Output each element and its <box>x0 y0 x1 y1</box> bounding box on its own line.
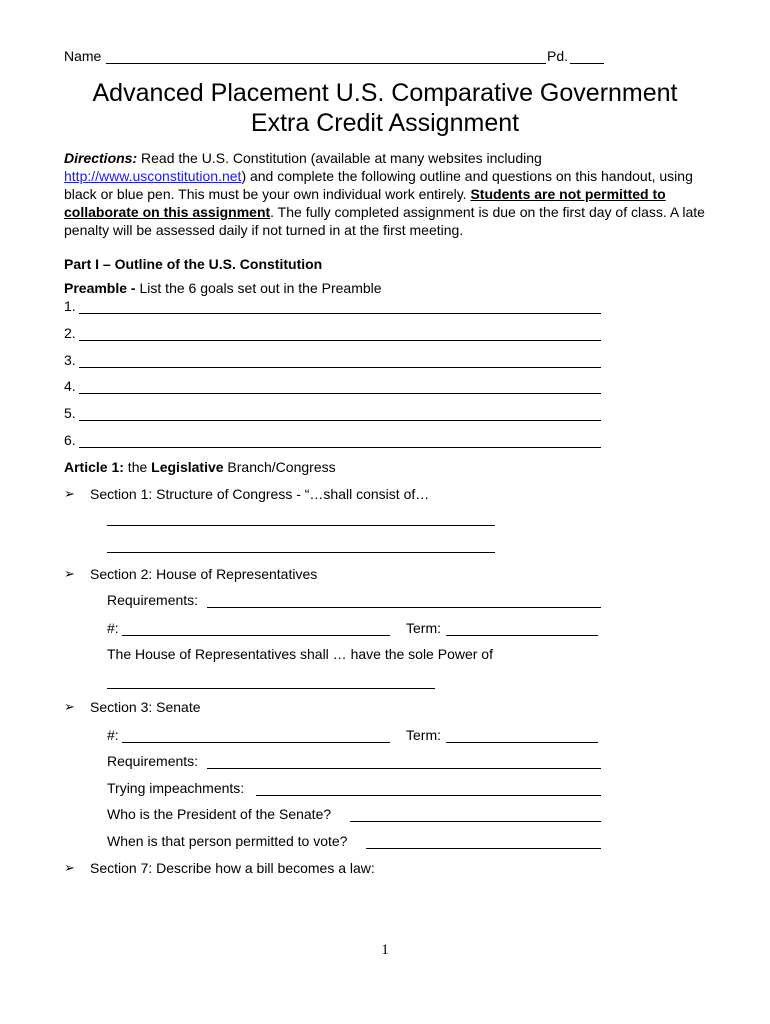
section2-requirements-label: Requirements: <box>107 592 199 608</box>
section3-heading: Section 3: Senate <box>90 699 201 715</box>
section3-number-label: #: <box>107 727 119 743</box>
section2-heading: Section 2: House of Representatives <box>90 566 318 582</box>
article1-heading <box>64 459 336 475</box>
article1-label: Article 1: <box>64 459 124 475</box>
page-subtitle: Extra Credit Assignment <box>250 109 520 137</box>
section3-impeachments-blank[interactable] <box>256 795 601 796</box>
period-blank[interactable] <box>570 63 604 64</box>
section2-number-blank[interactable] <box>122 635 390 636</box>
preamble-goal-blank[interactable] <box>79 340 601 341</box>
bullet-arrow-icon: ➢ <box>64 699 75 714</box>
name-label: Name <box>64 48 102 64</box>
preamble-goal-blank[interactable] <box>79 420 601 421</box>
article1-the: the <box>123 459 152 475</box>
preamble-item-number: 4. <box>64 378 76 394</box>
directions-text-1: Read the U.S. Constitution (available at many websites including <box>137 150 542 166</box>
section3-vote-label: When is that person permitted to vote? <box>107 833 348 849</box>
bullet-arrow-icon: ➢ <box>64 566 75 581</box>
section3-term-label: Term: <box>406 727 441 743</box>
section1-prompt: Section 1: Structure of Congress - “…shall consist of… <box>90 486 430 502</box>
section2-term-label: Term: <box>406 620 441 636</box>
name-blank[interactable] <box>106 63 546 64</box>
preamble-item-number: 5. <box>64 405 76 421</box>
bullet-arrow-icon: ➢ <box>64 860 75 875</box>
section3-term-blank[interactable] <box>446 742 598 743</box>
preamble-item-number: 1. <box>64 298 76 314</box>
preamble-goal-blank[interactable] <box>79 447 601 448</box>
section2-power-blank[interactable] <box>107 688 435 689</box>
directions-text-2: ) and complete the following outline and questions on this handout, using black or blue pen. This must be your own individual work entirely. <box>64 168 693 202</box>
preamble-dash: - <box>127 280 140 296</box>
section3-number-blank[interactable] <box>122 742 390 743</box>
part1-heading: Part I – Outline of the U.S. Constitution <box>64 256 323 272</box>
section3-vote-blank[interactable] <box>366 848 601 849</box>
section1-answer-blank[interactable] <box>107 552 495 553</box>
collaboration-warning: Students are not permitted to collaborate on this assignment <box>64 186 666 220</box>
preamble-goal-blank[interactable] <box>79 393 601 394</box>
preamble-heading <box>64 280 382 296</box>
section2-power-prompt: The House of Representatives shall … have the sole Power of <box>107 646 493 662</box>
directions-label: Directions: <box>64 150 138 166</box>
preamble-item-number: 3. <box>64 352 76 368</box>
section3-requirements-label: Requirements: <box>107 753 199 769</box>
preamble-goal-blank[interactable] <box>79 313 601 314</box>
preamble-label: Preamble <box>64 280 128 296</box>
article1-rest: Branch/Congress <box>223 459 336 475</box>
preamble-item-number: 2. <box>64 325 76 341</box>
section3-president-label: Who is the President of the Senate? <box>107 806 332 822</box>
preamble-goal-blank[interactable] <box>79 367 601 368</box>
directions-paragraph <box>64 149 714 239</box>
page-number: 1 <box>381 942 389 958</box>
directions-text-3: . The fully completed assignment is due on the first day of class. A late penalty will be assessed daily if not turned in at the first meeting. <box>64 204 705 238</box>
section1-answer-blank[interactable] <box>107 525 495 526</box>
section3-requirements-blank[interactable] <box>207 768 601 769</box>
section3-impeachments-label: Trying impeachments: <box>107 780 245 796</box>
page-title: Advanced Placement U.S. Comparative Government <box>92 79 678 107</box>
preamble-item-number: 6. <box>64 432 76 448</box>
section2-requirements-blank[interactable] <box>207 607 601 608</box>
section3-president-blank[interactable] <box>350 821 601 822</box>
bullet-arrow-icon: ➢ <box>64 486 75 501</box>
period-label: Pd. <box>547 48 569 64</box>
section2-term-blank[interactable] <box>446 635 598 636</box>
section7-prompt: Section 7: Describe how a bill becomes a law: <box>90 860 375 876</box>
section2-number-label: #: <box>107 620 119 636</box>
usconstitution-link[interactable]: http://www.usconstitution.net <box>64 168 242 184</box>
preamble-instruction: List the 6 goals set out in the Preamble <box>139 280 382 296</box>
article1-legislative: Legislative <box>151 459 224 475</box>
